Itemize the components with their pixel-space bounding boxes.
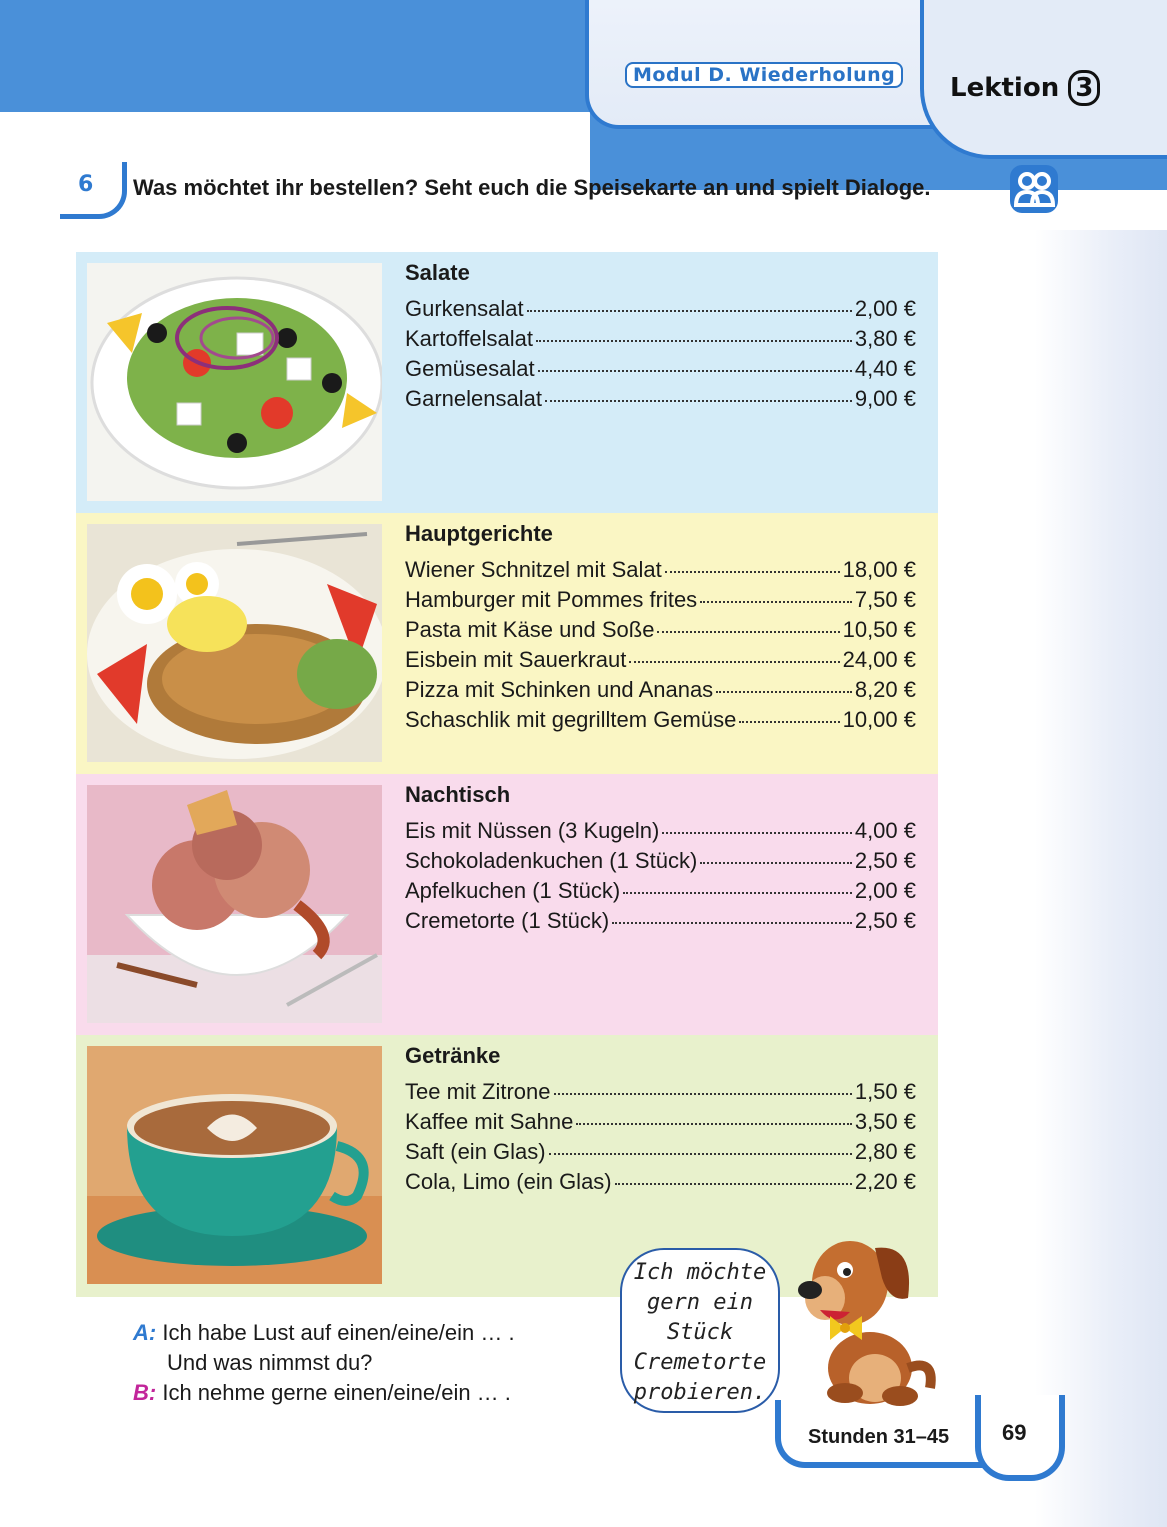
menu-item-name: Saft (ein Glas) <box>405 1139 546 1164</box>
leader-dots <box>554 1093 852 1095</box>
leader-dots <box>700 601 852 603</box>
menu-item-price: 2,80 € <box>854 1139 916 1164</box>
menu-item <box>405 848 916 878</box>
leader-dots <box>545 400 852 402</box>
menu-item-name: Gemüsesalat <box>405 356 535 381</box>
dialog-line-a <box>133 1318 515 1348</box>
leader-dots <box>657 631 839 633</box>
task-number: 6 <box>78 172 94 197</box>
leader-dots <box>527 310 852 312</box>
menu-item-price: 2,20 € <box>854 1169 916 1194</box>
pair-work-icon <box>1010 165 1058 213</box>
menu-item <box>405 878 916 908</box>
menu-item-name: Kartoffelsalat <box>405 326 534 351</box>
menu-item-name: Pasta mit Käse und Soße <box>405 617 655 642</box>
menu-item-price: 24,00 € <box>842 647 916 672</box>
section-title-nachtisch: Nachtisch <box>405 782 511 807</box>
menu-item-price: 3,50 € <box>854 1109 916 1134</box>
menu-item <box>405 677 916 707</box>
menu-item-price: 4,40 € <box>854 356 916 381</box>
schnitzel-photo <box>87 524 382 762</box>
leader-dots <box>629 661 839 663</box>
leader-dots <box>615 1183 852 1185</box>
section-title-getraenke: Getränke <box>405 1043 501 1068</box>
menu-item <box>405 818 916 848</box>
speaker-b-label: B: <box>133 1380 157 1405</box>
lektion-label <box>950 70 1100 106</box>
speaker-a-label: A: <box>133 1320 157 1345</box>
bubble-line: probieren. <box>633 1380 767 1405</box>
menu-item <box>405 356 916 386</box>
menu-item-name: Kaffee mit Sahne <box>405 1109 574 1134</box>
menu-item <box>405 1079 916 1109</box>
leader-dots <box>612 922 852 924</box>
leader-dots <box>538 370 852 372</box>
menu-item-price: 3,80 € <box>854 326 916 351</box>
menu-item-name: Gurkensalat <box>405 296 524 321</box>
menu-item <box>405 587 916 617</box>
modul-label <box>625 62 907 88</box>
lektion-number: 3 <box>1068 70 1100 106</box>
page-number: 69 <box>1002 1420 1027 1445</box>
speech-bubble <box>620 1248 780 1413</box>
dialog-lines <box>133 1318 515 1408</box>
leader-dots <box>576 1123 851 1125</box>
salad-photo <box>87 263 382 501</box>
menu-item-name: Hamburger mit Pommes frites <box>405 587 698 612</box>
menu-item-name: Eis mit Nüssen (3 Kugeln) <box>405 818 660 843</box>
menu-item-price: 1,50 € <box>854 1079 916 1104</box>
menu-item <box>405 1109 916 1139</box>
task-number-badge <box>60 162 127 219</box>
menu-item-price: 2,00 € <box>854 878 916 903</box>
section-title-salate: Salate <box>405 260 470 285</box>
lektion-word: Lektion <box>950 73 1060 103</box>
dialog-line-a2: Und was nimmst du? <box>167 1350 373 1375</box>
leader-dots <box>623 892 852 894</box>
stunden-label: Stunden 31–45 <box>808 1426 950 1448</box>
menu-item <box>405 1169 916 1199</box>
leader-dots <box>536 340 852 342</box>
menu-item-price: 7,50 € <box>854 587 916 612</box>
bubble-line: gern ein <box>647 1290 753 1315</box>
leader-dots <box>662 832 852 834</box>
bubble-line: Ich möchte <box>633 1260 767 1285</box>
leader-dots <box>665 571 840 573</box>
menu-list-getraenke <box>405 1079 916 1199</box>
menu-item-price: 2,50 € <box>854 848 916 873</box>
dog-mascot-icon <box>790 1228 940 1408</box>
menu-list-nachtisch <box>405 818 916 938</box>
menu-item <box>405 386 916 416</box>
menu-item <box>405 557 916 587</box>
bubble-line: Cremetorte <box>633 1350 767 1375</box>
menu-item <box>405 647 916 677</box>
menu-item-name: Wiener Schnitzel mit Salat <box>405 557 662 582</box>
menu-item-price: 2,00 € <box>854 296 916 321</box>
menu-item-name: Schokoladenkuchen (1 Stück) <box>405 848 698 873</box>
coffee-photo <box>87 1046 382 1284</box>
menu-list-hauptgerichte <box>405 557 916 737</box>
bubble-line: Stück <box>666 1320 734 1345</box>
dialog-a-text: Ich habe Lust auf einen/eine/ein … . <box>162 1320 515 1345</box>
leader-dots <box>549 1153 852 1155</box>
dialog-line-b <box>133 1378 515 1408</box>
section-nachtisch <box>76 774 938 1035</box>
menu-item-name: Cremetorte (1 Stück) <box>405 908 610 933</box>
modul-label-text: Modul D. Wiederholung <box>625 62 903 88</box>
ice-cream-photo <box>87 785 382 1023</box>
menu-item <box>405 617 916 647</box>
menu-item-price: 8,20 € <box>854 677 916 702</box>
menu-item-name: Cola, Limo (ein Glas) <box>405 1169 612 1194</box>
section-hauptgerichte <box>76 513 938 774</box>
menu-item <box>405 296 916 326</box>
menu-item <box>405 326 916 356</box>
menu-item <box>405 707 916 737</box>
menu-item-name: Eisbein mit Sauerkraut <box>405 647 627 672</box>
menu-item-name: Schaschlik mit gegrilltem Gemüse <box>405 707 737 732</box>
task-instruction: Was möchtet ihr bestellen? Seht euch die Speisekarte an und spielt Dialoge. <box>133 175 931 200</box>
leader-dots <box>700 862 852 864</box>
menu-item-price: 10,50 € <box>842 617 916 642</box>
section-salate <box>76 252 938 513</box>
menu-item <box>405 908 916 938</box>
menu-item-price: 4,00 € <box>854 818 916 843</box>
dialog-b-text: Ich nehme gerne einen/eine/ein … . <box>162 1380 511 1405</box>
menu-item-name: Garnelensalat <box>405 386 542 411</box>
menu-item-price: 2,50 € <box>854 908 916 933</box>
menu-item-price: 10,00 € <box>842 707 916 732</box>
menu-item-name: Apfelkuchen (1 Stück) <box>405 878 621 903</box>
section-title-hauptgerichte: Hauptgerichte <box>405 521 553 546</box>
menu-item-name: Tee mit Zitrone <box>405 1079 551 1104</box>
menu-list-salate <box>405 296 916 416</box>
menu-item-name: Pizza mit Schinken und Ananas <box>405 677 714 702</box>
leader-dots <box>739 721 839 723</box>
menu-item <box>405 1139 916 1169</box>
page-edge-band <box>1035 230 1167 1527</box>
leader-dots <box>716 691 852 693</box>
menu-item-price: 9,00 € <box>854 386 916 411</box>
menu-item-price: 18,00 € <box>842 557 916 582</box>
